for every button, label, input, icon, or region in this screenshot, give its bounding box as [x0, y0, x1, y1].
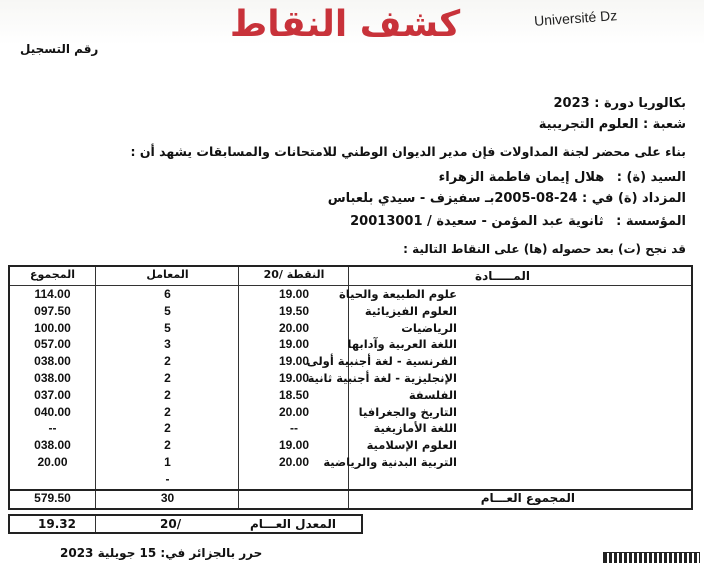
row-coef: 5 — [164, 303, 171, 318]
table-row — [10, 371, 695, 388]
header-divider — [10, 285, 691, 286]
row-coef: - — [165, 471, 170, 486]
row-coef: 2 — [164, 438, 171, 453]
row-grade: 19.00 — [278, 337, 310, 352]
total-coef: 30 — [160, 491, 175, 505]
row-subject: الرياضيات — [401, 320, 457, 335]
average-divider — [95, 516, 96, 532]
header-subject: المـــــادة — [475, 269, 530, 283]
school-label: المؤسسة : — [616, 214, 686, 229]
average-label: المعدل العـــام — [250, 517, 336, 531]
row-grade: 20.00 — [278, 455, 310, 469]
row-total: 20.00 — [37, 455, 68, 469]
row-grade: -- — [290, 421, 298, 436]
row-coef: 2 — [164, 421, 171, 436]
watermark-text: Université Dz — [533, 7, 618, 29]
page-title: كشف النقاط — [229, 4, 461, 45]
table-row — [10, 405, 695, 422]
row-total: 038.00 — [34, 438, 71, 453]
average-scale: 20/ — [160, 517, 182, 531]
row-grade: 20.00 — [278, 404, 310, 419]
total-label: المجموع العـــام — [480, 491, 575, 505]
row-grade: 19.50 — [278, 303, 310, 318]
row-subject: الفلسفة — [408, 387, 457, 402]
row-subject: التاريخ والجغرافيا — [358, 404, 457, 419]
row-grade: 19.00 — [278, 371, 310, 385]
row-total: -- — [48, 421, 57, 436]
row-total: 114.00 — [34, 287, 71, 301]
row-coef: 2 — [164, 387, 171, 402]
row-total: 097.50 — [34, 303, 71, 318]
registration-number-label: رقم التسجيل — [20, 42, 99, 56]
row-subject: التربية البدنية والرياضية — [323, 455, 457, 469]
row-coef: 2 — [164, 404, 171, 419]
table-row — [10, 472, 695, 489]
row-grade: 19.00 — [278, 354, 310, 369]
table-row — [10, 354, 695, 371]
row-subject: الإنجليزية - لغة أجنبية ثانية — [307, 371, 457, 385]
row-total: 057.00 — [34, 337, 71, 352]
row-grade: 19.00 — [278, 287, 310, 301]
row-subject: اللغة الأمازيغية — [373, 421, 457, 436]
birth-line: المزداد (ة) في : 24-08-2005بـ سفيزف - سيدي بلعباس — [327, 191, 686, 206]
name-label: السيد (ة) : — [616, 170, 686, 185]
row-total: 037.00 — [34, 387, 71, 402]
barcode-stamp — [603, 552, 700, 563]
row-grade: 19.00 — [278, 438, 310, 453]
school-value: ثانوية عبد المؤمن - سعيدة / 20013001 — [350, 214, 604, 229]
grades-table — [8, 265, 693, 510]
row-coef: 5 — [164, 320, 171, 335]
table-row — [10, 421, 695, 438]
row-subject: العلوم الإسلامية — [366, 438, 457, 453]
table-row — [10, 304, 695, 321]
result-line: قد نجح (ت) بعد حصوله (ها) على النقاط التالية : — [403, 242, 686, 256]
row-subject: علوم الطبيعة والحياة — [338, 287, 457, 301]
row-coef: 2 — [164, 354, 171, 369]
table-row — [10, 287, 695, 304]
table-row — [10, 455, 695, 472]
row-subject: الفرنسية - لغة أجنبية أولى — [306, 354, 457, 369]
branch-line: شعبة : العلوم التجريبية — [538, 117, 686, 132]
table-row — [10, 321, 695, 338]
total-sum: 579.50 — [34, 491, 71, 505]
row-subject: العلوم الفيزيائية — [364, 303, 457, 318]
session-line: بكالوريا دورة : 2023 — [553, 96, 686, 111]
candidate-name-line — [439, 170, 686, 185]
table-row — [10, 438, 695, 455]
header-coef: المعامل — [146, 268, 189, 281]
school-line — [350, 214, 686, 229]
row-coef: 2 — [164, 371, 171, 385]
header-total: المجموع — [30, 268, 75, 281]
name-value: هلال إيمان فاطمة الزهراء — [438, 170, 605, 185]
intro-line: بناء على محضر لجنة المداولات فإن مدير الديوان الوطني للامتحانات والمسابقات يشهد أن : — [130, 144, 686, 159]
row-total: 038.00 — [34, 354, 71, 369]
row-total: 040.00 — [34, 404, 71, 419]
row-coef: 1 — [164, 455, 171, 469]
row-coef: 3 — [164, 337, 171, 352]
average-box — [8, 514, 363, 534]
row-subject: اللغة العربية وآدابها — [347, 337, 457, 352]
row-coef: 6 — [164, 287, 171, 301]
header-grade: النقطة /20 — [263, 268, 325, 281]
table-row — [10, 337, 695, 354]
table-row — [10, 388, 695, 405]
average-value: 19.32 — [38, 517, 76, 531]
row-total: 038.00 — [34, 371, 71, 385]
row-total: 100.00 — [34, 320, 71, 335]
row-grade: 18.50 — [278, 387, 310, 402]
issue-date: حرر بالجزائر في: 15 جويلية 2023 — [60, 546, 263, 560]
row-grade: 20.00 — [278, 320, 310, 335]
